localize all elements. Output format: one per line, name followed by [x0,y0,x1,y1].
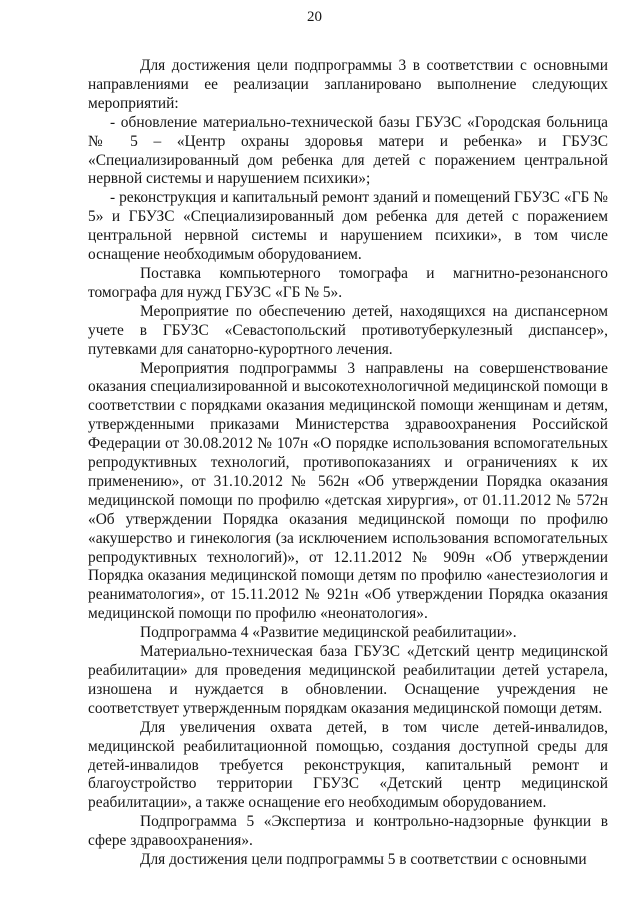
paragraph-intro: Для достижения цели подпрограммы 3 в соответствии с основными направлениями ее реализации запланировано выполнение следующих мероприятий: [88,57,608,112]
paragraph-tomograph: Поставка компьютерного томографа и магнитно-резонансного томографа для нужд ГБУЗС «ГБ № 5». [88,264,608,301]
subprogram-5-heading: Подпрограмма 5 «Экспертиза и контрольно-надзорные функции в сфере здравоохранения». [88,813,608,850]
page-number: 20 [307,9,322,25]
paragraph-subprogram-5-goal: Для достижения цели подпрограммы 5 в соответствии с основными [140,851,587,869]
document-body [88,57,608,870]
list-item-reconstruction: - реконструкция и капитальный ремонт зданий и помещений ГБУЗС «ГБ № 5» и ГБУЗС «Специализированный дом ребенка для детей с поражением центральной нервной системы и нарушением психики», в том числе оснащение необходимым оборудованием. [88,189,608,264]
paragraph-rehab-coverage: Для увеличения охвата детей, в том числе детей-инвалидов, медицинской реабилитационной помощью, создания доступной среды для детей-инвалидов требуется реконструкция, капитальный ремонт и благоустройство территории ГБУЗС «Детский центр медицинской реабилитации», а также оснащение его необходимым оборудованием. [88,718,608,812]
subprogram-4-heading: Подпрограмма 4 «Развитие медицинской реабилитации». [140,624,517,642]
paragraph-dispensary: Мероприятие по обеспечению детей, находящихся на диспансерном учете в ГБУЗС «Севастопольский противотуберкулезный диспансер», путевками для санаторно-курортного лечения. [88,302,608,358]
list-item-renewal: - обновление материально-технической базы ГБУЗС «Городская больница № 5 – «Центр охраны здоровья матери и ребенка» и ГБУЗС «Специализированный дом ребенка для детей с поражением центральной нервной системы и нарушением психики»; [88,113,608,188]
paragraph-orders: Мероприятия подпрограммы 3 направлены на совершенствование оказания специализированной и высокотехнологичной медицинской помощи в соответствии с порядками оказания медицинской помощи женщинам и детям, утвержденными приказами Министерства здравоохранения Российской Федерации от 30.08.2012 № 107н «О порядке использования вспомогательных репродуктивных технологий, противопоказаниях и ограничениях к их применению», от 31.10.2012 № 562н «Об утверждении Порядка оказания медицинской помощи по профилю «детская хирургия», от 01.11.2012 № 572н «Об утверждении Порядка оказания медицинской помощи по профилю «акушерство и гинекология (за исключением использования вспомогательных репродуктивных технологий)», от 12.11.2012 № 909н «Об утверждении Порядка оказания медицинской помощи детям по профилю «анестезиология и реаниматология», от 15.11.2012 № 921н «Об утверждении Порядка оказания медицинской помощи по профилю «неонатология». [88,359,608,623]
paragraph-rehab-base: Материально-техническая база ГБУЗС «Детский центр медицинской реабилитации» для проведения медицинской реабилитации детей устарела, изношена и нуждается в обновлении. Оснащение учреждения не соответствует утвержденным порядкам оказания медицинской помощи детям. [88,643,608,717]
